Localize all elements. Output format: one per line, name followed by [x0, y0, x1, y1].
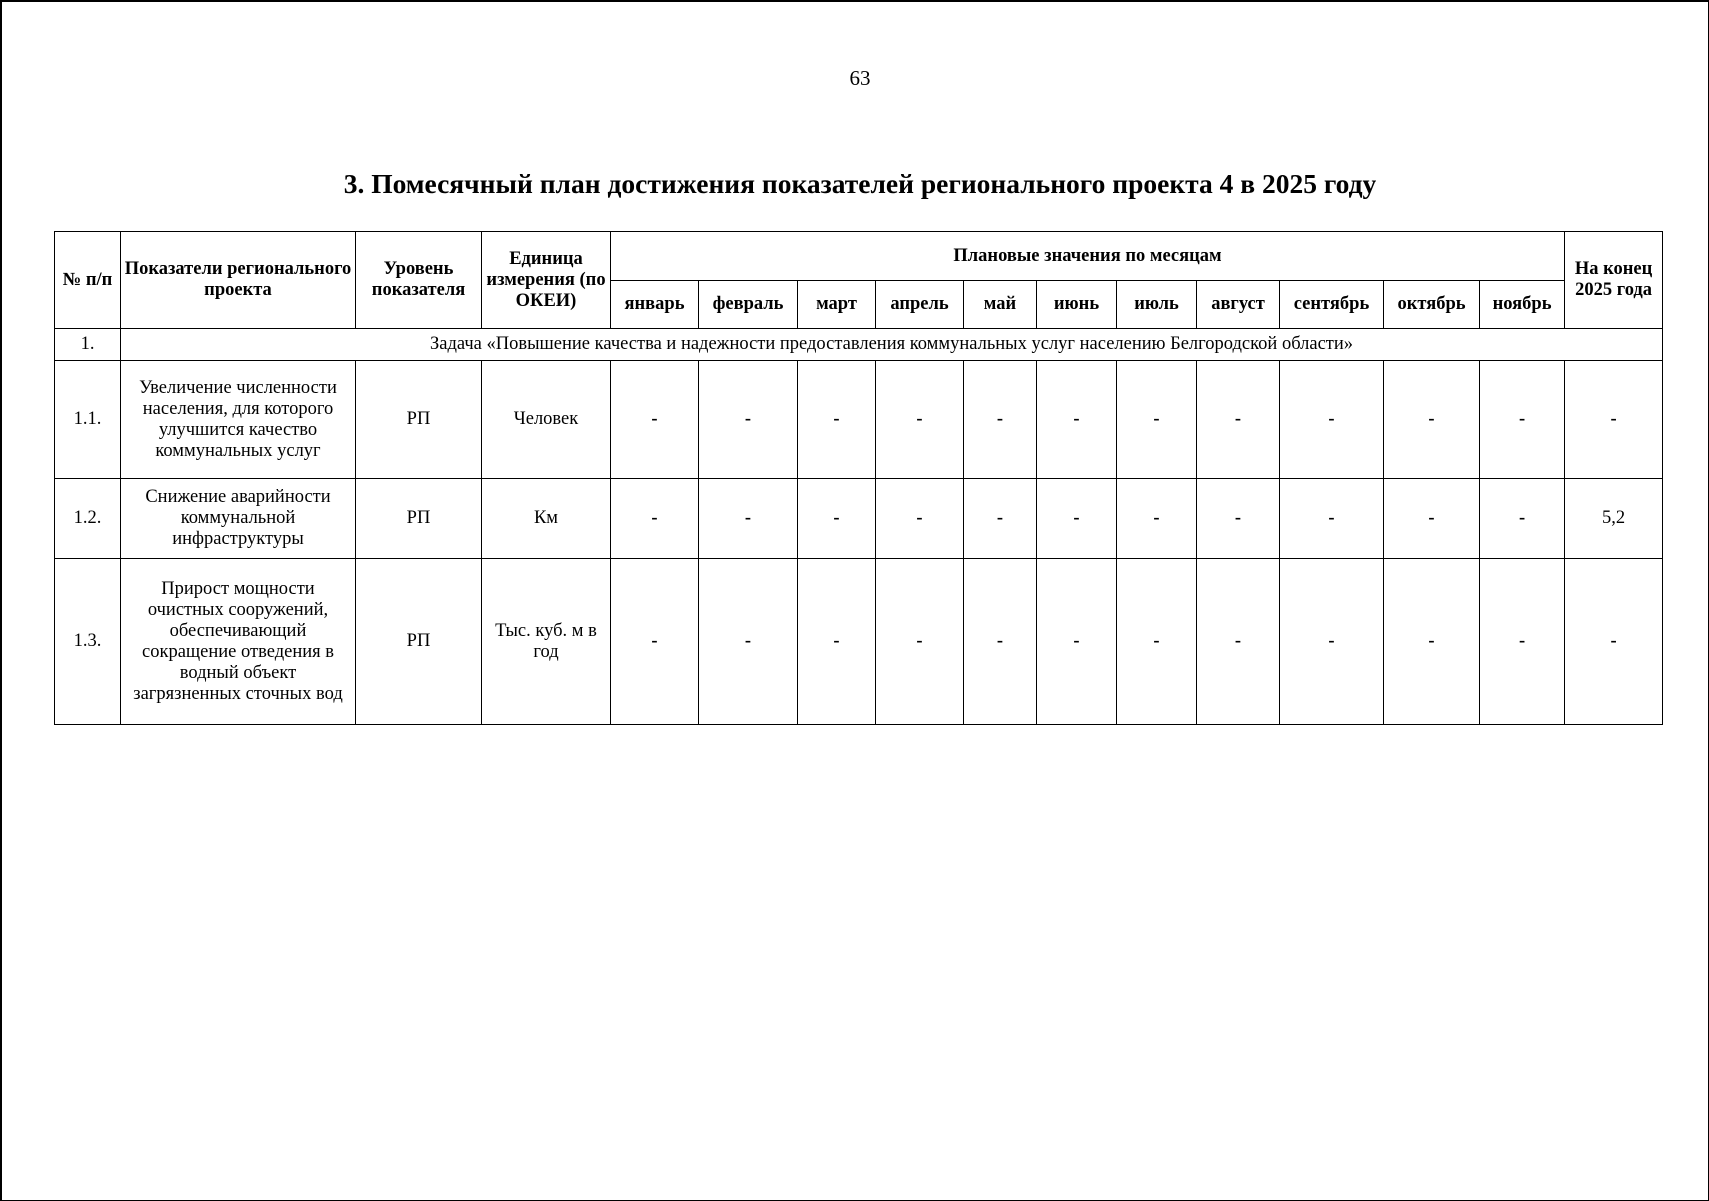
header-month: октябрь	[1384, 281, 1480, 329]
header-month: июнь	[1037, 281, 1117, 329]
row-month-value: -	[1384, 361, 1480, 479]
row-month-value: -	[798, 479, 876, 559]
row-month-value: -	[611, 559, 699, 725]
row-month-value: -	[1384, 559, 1480, 725]
row-num: 1.2.	[55, 479, 121, 559]
table-row	[55, 479, 1663, 559]
row-month-value: -	[1117, 479, 1197, 559]
header-month: ноябрь	[1480, 281, 1565, 329]
row-month-value: -	[1037, 479, 1117, 559]
row-unit: Км	[482, 479, 611, 559]
header-year-end: На конец 2025 года	[1565, 232, 1663, 329]
row-level: РП	[356, 479, 482, 559]
row-month-value: -	[876, 559, 964, 725]
row-unit: Тыс. куб. м в год	[482, 559, 611, 725]
header-month: май	[964, 281, 1037, 329]
row-month-value: -	[611, 361, 699, 479]
row-month-value: -	[798, 361, 876, 479]
row-month-value: -	[1117, 361, 1197, 479]
row-level: РП	[356, 559, 482, 725]
header-indicator: Показатели регионального проекта	[121, 232, 356, 329]
row-month-value: -	[1480, 361, 1565, 479]
row-year-end-value: -	[1565, 361, 1663, 479]
monthly-plan-table	[54, 231, 1663, 725]
row-month-value: -	[876, 361, 964, 479]
row-year-end-value: -	[1565, 559, 1663, 725]
row-month-value: -	[611, 479, 699, 559]
task-row	[55, 329, 1663, 361]
row-indicator-name: Снижение аварийности коммунальной инфраструктуры	[121, 479, 356, 559]
row-month-value: -	[798, 559, 876, 725]
task-text: Задача «Повышение качества и надежности предоставления коммунальных услуг населению Белгородской области»	[121, 329, 1663, 361]
header-monthly-group: Плановые значения по месяцам	[611, 232, 1565, 281]
header-month: январь	[611, 281, 699, 329]
row-month-value: -	[699, 361, 798, 479]
header-month: март	[798, 281, 876, 329]
row-month-value: -	[1280, 361, 1384, 479]
page-number: 63	[849, 66, 871, 90]
row-month-value: -	[964, 479, 1037, 559]
page-title: 3. Помесячный план достижения показателей регионального проекта 4 в 2025 году	[343, 168, 1377, 199]
row-unit: Человек	[482, 361, 611, 479]
row-indicator-name: Увеличение численности населения, для которого улучшится качество коммунальных услуг	[121, 361, 356, 479]
row-month-value: -	[699, 479, 798, 559]
row-month-value: -	[1280, 559, 1384, 725]
row-month-value: -	[1384, 479, 1480, 559]
row-month-value: -	[1037, 361, 1117, 479]
row-month-value: -	[964, 361, 1037, 479]
table-row	[55, 361, 1663, 479]
row-month-value: -	[1480, 559, 1565, 725]
row-month-value: -	[1117, 559, 1197, 725]
header-unit: Единица измерения (по ОКЕИ)	[482, 232, 611, 329]
row-month-value: -	[1480, 479, 1565, 559]
header-month: июль	[1117, 281, 1197, 329]
row-level: РП	[356, 361, 482, 479]
header-num: № п/п	[55, 232, 121, 329]
row-year-end-value: 5,2	[1565, 479, 1663, 559]
header-level: Уровень показателя	[356, 232, 482, 329]
row-month-value: -	[699, 559, 798, 725]
header-month: февраль	[699, 281, 798, 329]
task-num: 1.	[55, 329, 121, 361]
row-month-value: -	[964, 559, 1037, 725]
row-month-value: -	[1197, 479, 1280, 559]
row-month-value: -	[1037, 559, 1117, 725]
row-num: 1.1.	[55, 361, 121, 479]
header-month: апрель	[876, 281, 964, 329]
row-month-value: -	[1280, 479, 1384, 559]
row-month-value: -	[1197, 361, 1280, 479]
row-indicator-name: Прирост мощности очистных сооружений, обеспечивающий сокращение отведения в водный объект загрязненных сточных вод	[121, 559, 356, 725]
row-num: 1.3.	[55, 559, 121, 725]
row-month-value: -	[876, 479, 964, 559]
row-month-value: -	[1197, 559, 1280, 725]
header-month: сентябрь	[1280, 281, 1384, 329]
table-row	[55, 559, 1663, 725]
header-month: август	[1197, 281, 1280, 329]
